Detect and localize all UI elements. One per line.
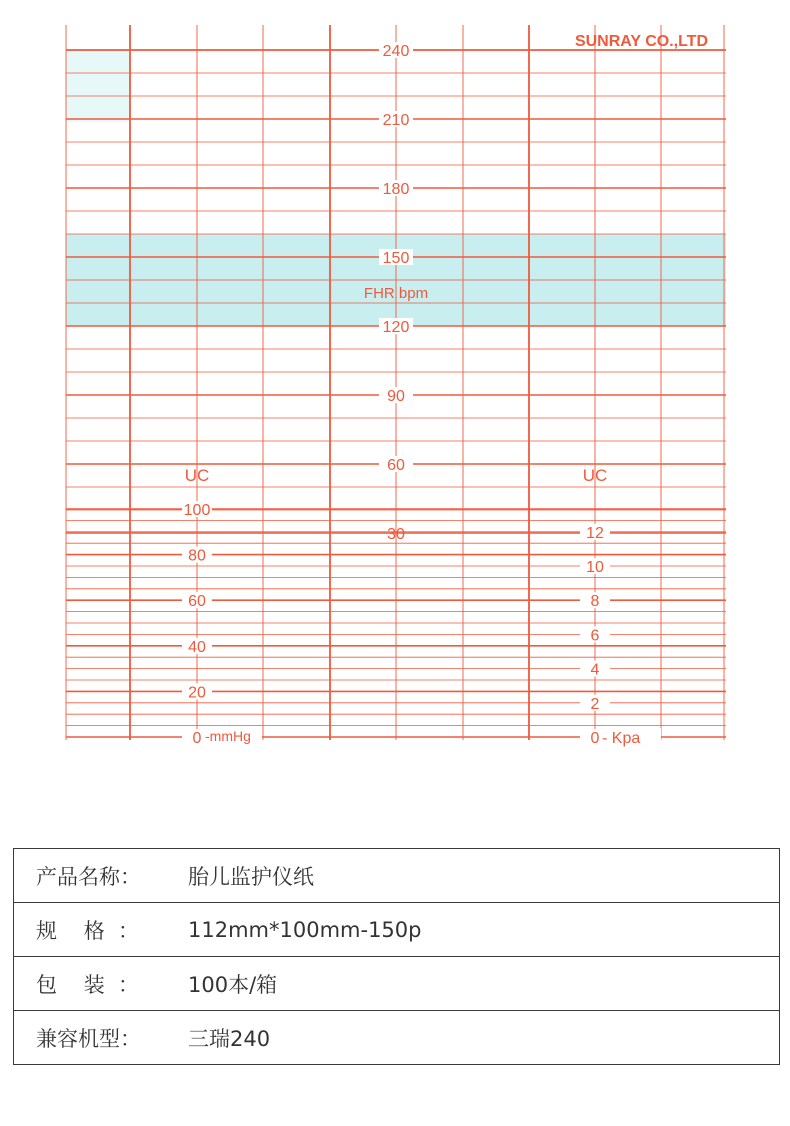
fhr-axis-label: FHR bpm bbox=[363, 285, 429, 302]
fhr-tick-label: 60 bbox=[387, 457, 405, 474]
spec-row-packing bbox=[14, 957, 780, 1011]
spec-row-size bbox=[14, 903, 780, 957]
uc-kpa-tick-label: 12 bbox=[586, 524, 604, 542]
spec-row-name bbox=[14, 849, 780, 903]
spec-label: 包 装 ： bbox=[36, 972, 140, 997]
fhr-tick-label: 150 bbox=[382, 250, 410, 267]
uc-mmhg-tick-label: 20 bbox=[188, 684, 206, 702]
tinted-corner bbox=[66, 50, 130, 122]
fhr-tick-label: 90 bbox=[387, 388, 405, 405]
brand-label: SUNRAY CO.,LTD bbox=[574, 33, 708, 50]
fhr-tick-label: 180 bbox=[382, 181, 410, 198]
uc-mmhg-tick-label: 80 bbox=[188, 547, 206, 565]
fhr-tick-label: 240 bbox=[382, 43, 410, 60]
fhr-tick-label: 210 bbox=[382, 112, 410, 129]
spec-value: 112mm*100mm-150p bbox=[188, 917, 422, 942]
uc-kpa-tick-label: 10 bbox=[586, 559, 604, 576]
uc-kpa-tick-label: 8 bbox=[590, 593, 600, 611]
spec-label: 产品名称： bbox=[36, 864, 141, 889]
fhr-tick-label: 30 bbox=[387, 526, 405, 543]
uc-kpa-tick-label: 0 bbox=[590, 730, 600, 747]
uc-right-title: UC bbox=[582, 466, 608, 485]
uc-kpa-tick-label: 6 bbox=[590, 627, 600, 645]
uc-mmhg-unit: -mmHg bbox=[205, 728, 251, 744]
uc-mmhg-tick-label: 100 bbox=[183, 502, 211, 519]
fhr-tick-label: 120 bbox=[382, 319, 410, 336]
uc-mmhg-tick-label: 40 bbox=[188, 638, 206, 656]
uc-mmhg-tick-label: 60 bbox=[188, 593, 206, 611]
uc-kpa-tick-label: 4 bbox=[590, 661, 600, 679]
uc-kpa-unit: - Kpa bbox=[602, 730, 641, 747]
uc-mmhg-tick-label: 0 bbox=[192, 730, 202, 747]
spec-table bbox=[13, 848, 780, 1065]
spec-label: 规 格 ： bbox=[36, 918, 140, 943]
spec-value: 胎儿监护仪纸 bbox=[188, 864, 314, 889]
spec-row-compatible bbox=[14, 1011, 780, 1065]
spec-label: 兼容机型： bbox=[36, 1026, 141, 1051]
spec-value: 三瑞240 bbox=[188, 1026, 271, 1051]
uc-kpa-tick-label: 2 bbox=[590, 695, 600, 713]
uc-left-title: UC bbox=[184, 466, 210, 485]
spec-value: 100本/箱 bbox=[188, 972, 278, 997]
